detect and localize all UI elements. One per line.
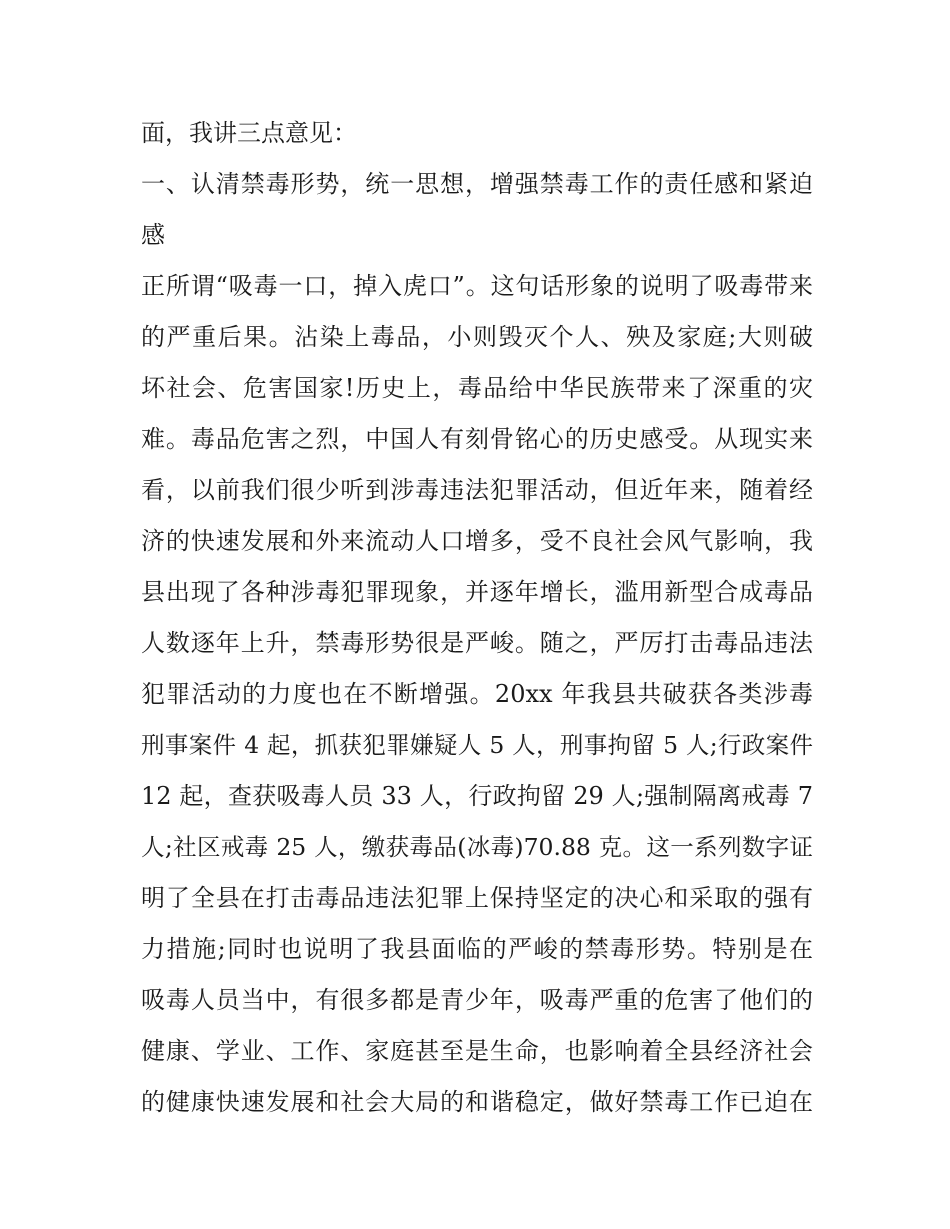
section-heading-line-2: 感 [141, 221, 165, 249]
text-line-17: 力措施;同时也说明了我县面临的严峻的禁毒形势。特别是在 [141, 935, 813, 963]
text-line-5: 的严重后果。沾染上毒品，小则毁灭个人、殃及家庭;大则破 [141, 323, 813, 351]
text-line-15: 人;社区戒毒 25 人，缴获毒品(冰毒)70.88 克。这一系列数字证 [141, 833, 813, 861]
text-line-7: 难。毒品危害之烈，中国人有刻骨铭心的历史感受。从现实来 [141, 425, 813, 453]
text-line-12: 犯罪活动的力度也在不断增强。20xx 年我县共破获各类涉毒 [141, 680, 813, 708]
text-line-20: 的健康快速发展和社会大局的和谐稳定，做好禁毒工作已迫在 [141, 1088, 813, 1116]
text-line-19: 健康、学业、工作、家庭甚至是生命，也影响着全县经济社会 [141, 1037, 813, 1065]
text-line-1: 面，我讲三点意见： [141, 119, 357, 147]
document-body [141, 108, 813, 1128]
text-line-10: 县出现了各种涉毒犯罪现象，并逐年增长，滥用新型合成毒品 [141, 578, 813, 606]
text-line-4: 正所谓“吸毒一口，掉入虎口”。这句话形象的说明了吸毒带来 [141, 272, 813, 300]
text-line-9: 济的快速发展和外来流动人口增多，受不良社会风气影响，我 [141, 527, 813, 555]
section-heading-line-1: 一、认清禁毒形势，统一思想，增强禁毒工作的责任感和紧迫 [141, 170, 813, 198]
text-line-6: 坏社会、危害国家!历史上，毒品给中华民族带来了深重的灾 [141, 374, 813, 402]
text-line-18: 吸毒人员当中，有很多都是青少年，吸毒严重的危害了他们的 [141, 986, 813, 1014]
text-line-16: 明了全县在打击毒品违法犯罪上保持坚定的决心和采取的强有 [141, 884, 813, 912]
text-line-8: 看，以前我们很少听到涉毒违法犯罪活动，但近年来，随着经 [141, 476, 813, 504]
text-line-14: 12 起，查获吸毒人员 33 人，行政拘留 29 人;强制隔离戒毒 7 [141, 782, 813, 810]
text-line-11: 人数逐年上升，禁毒形势很是严峻。随之，严厉打击毒品违法 [141, 629, 813, 657]
text-line-13: 刑事案件 4 起，抓获犯罪嫌疑人 5 人，刑事拘留 5 人;行政案件 [141, 731, 813, 759]
